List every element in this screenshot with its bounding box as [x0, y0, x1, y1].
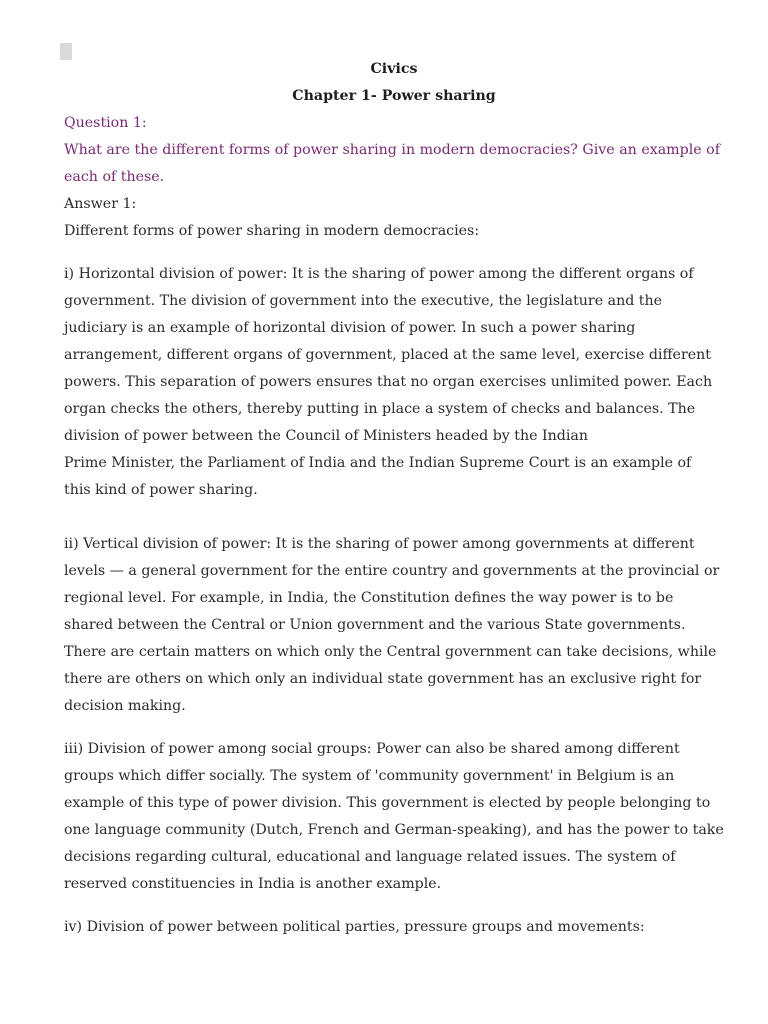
- point-vertical-division: ii) Vertical division of power: It is the sharing of power among governments at different levels — a general government for the entire country and governments at the provincial or regional level. For example, in India, the Constitution defines the way power is to be shared between the Central or Union government and the various State governments.: [64, 536, 720, 633]
- document-page: [64, 56, 724, 941]
- answer-intro: Different forms of power sharing in modern democracies:: [64, 223, 480, 239]
- chapter-heading: Chapter 1- Power sharing: [292, 88, 496, 104]
- question-label: Question 1:: [64, 115, 147, 131]
- document-title: Civics: [370, 61, 418, 77]
- point-horizontal-division: i) Horizontal division of power: It is the sharing of power among the different organs of government. The division of government into the executive, the legislature and the judiciary is an example of horizontal division of power. In such a power sharing arrangement, different organs of government, placed at the same level, exercise different powers. This separation of powers ensures that no organ exercises unlimited power. Each organ checks the others, thereby putting in place a system of checks and balances. The division of power between the Council of Ministers headed by the Indian: [64, 266, 713, 444]
- point-vertical-continued: There are certain matters on which only the Central government can take decisions, while there are others on which only an individual state government has an exclusive right for decision making.: [64, 644, 717, 714]
- question-text: What are the different forms of power sharing in modern democracies? Give an example of each of these.: [64, 142, 720, 185]
- point-social-groups-division: iii) Division of power among social groups: Power can also be shared among different groups which differ socially. The system of 'community government' in Belgium is an example of this type of power division. This government is elected by people belonging to one language community (Dutch, French and German-speaking), and has the power to take decisions regarding cultural, educational and language related issues. The system of reserved constituencies in India is another example.: [64, 741, 724, 892]
- point-political-parties-division: iv) Division of power between political parties, pressure groups and movements:: [64, 919, 645, 935]
- answer-label: Answer 1:: [64, 196, 137, 212]
- point-horizontal-continued: Prime Minister, the Parliament of India and the Indian Supreme Court is an example of: [64, 455, 692, 471]
- point-horizontal-end: this kind of power sharing.: [64, 482, 258, 498]
